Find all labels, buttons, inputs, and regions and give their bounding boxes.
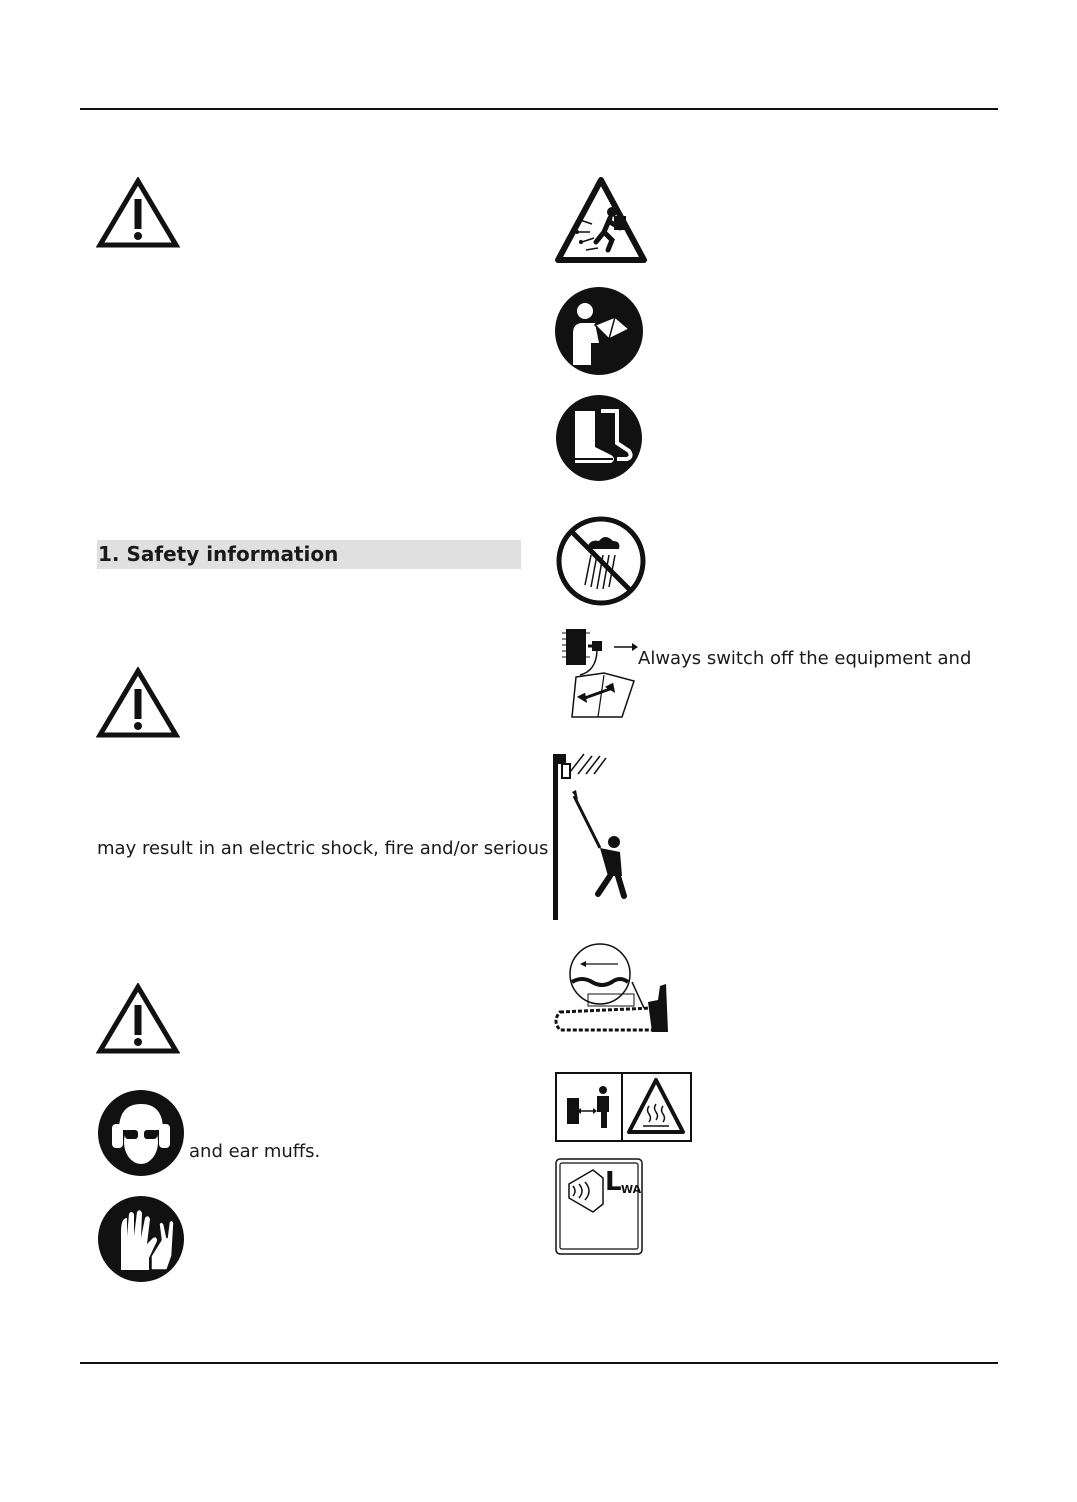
sound-power-level-icon [555, 1158, 643, 1255]
warning-triangle-icon [96, 667, 180, 739]
lwa-letter: L [605, 1167, 622, 1197]
gloves-icon [97, 1196, 185, 1282]
overhead-clearance-icon [550, 752, 630, 922]
section-title: 1. Safety information [97, 540, 521, 569]
electric-shock-text: may result in an electric shock, fire and/or serious [97, 838, 549, 859]
switch-off-text: Always switch off the equipment and [638, 648, 972, 669]
footer-rule [80, 1362, 998, 1364]
warning-triangle-icon [96, 177, 180, 249]
no-rain-icon [555, 515, 647, 607]
distance-hot-surface-icon [555, 1072, 692, 1142]
lwa-subscript: WA [621, 1183, 642, 1196]
helmet-goggles-earmuffs-icon [97, 1090, 185, 1176]
safety-boots-icon [555, 395, 643, 481]
thrown-objects-icon [554, 176, 648, 264]
unplug-maintenance-icon [558, 625, 638, 721]
read-manual-icon [555, 287, 643, 375]
ear-muffs-text: and ear muffs. [189, 1141, 321, 1162]
header-rule [80, 108, 998, 110]
chain-direction-icon [552, 942, 670, 1038]
warning-triangle-icon [96, 983, 180, 1055]
